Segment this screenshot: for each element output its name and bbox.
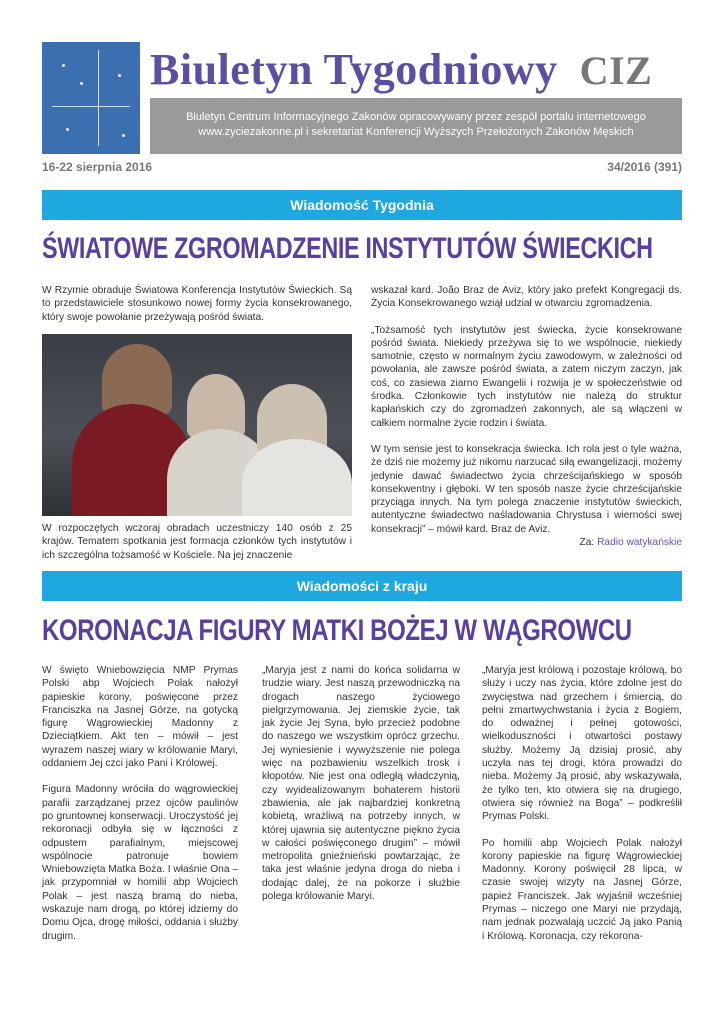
source-prefix: Za: (579, 537, 595, 549)
paragraph: „Maryja jest królową i pozostaje królową, bo służy i uczy nas życia, które zdolne jest do zwycięstwa nad grzechem i śmiercią, do pełni zmartwychwstania i życia z Bogiem, do odważnej i pełnej gotowości, wielkoduszności i otwartości postawy służby. Możemy Ją dzisiaj prosić, aby uczyła nas tej drogi, która prowadzi do nieba. Możemy Ją prosić, aby wskazywała, że tylko ten, kto otwiera się na drugiego, otwiera się również na Boga” – podkreślił Prymas Polski. (482, 665, 682, 823)
title-suffix: CIZ (579, 48, 653, 93)
logo-star (118, 74, 121, 77)
paragraph: W tym sensie jest to konsekracja świecka. Ich rola jest o tyle ważna, że dziś nie możemy już nikomu narzucać siłą ewangelizacji, możemy jedynie dawać świadectwo życia chrześcijańskiego w sposób konsekwentny i głęboki. W ten sposób nasze życie chrześcijańskie przyciąga innych. Na tym polega znaczenie instytutów świeckich, autentyczne świadectwo naśladowania Chrystusa i wierności swej konsekracji” – mówił kard. Braz de Aviz. (371, 443, 682, 535)
source-link[interactable]: Radio watykańskie (597, 537, 682, 549)
logo-cross-vertical (98, 50, 99, 146)
section1-col2 (371, 284, 682, 549)
issue-number: 34/2016 (391) (607, 160, 682, 174)
band-line1: Biuletyn Centrum Informacyjnego Zakonów opracowywany przez zespół portalu internetowego (186, 111, 646, 123)
paragraph: Figura Madonny wróciła do wągrowieckiej parafii zarządzanej przez ojców paulinów po gruntownej konserwacji. Uroczystość jej rekoronacji odbyła się w łączności z odpustem parafialnym, miejscowej wspólnocie patronuje bowiem Wniebowzięta Matka Boża. I właśnie Ona – jak przypomniał w homilii abp Wojciech Polak – jest naszą bramą do nieba, wskazuje nam drogą, po której idziemy do Domu Ojca, drogę miłości, oddania i służby drugim. (42, 784, 238, 942)
title-main: Biuletyn Tygodniowy (150, 45, 558, 94)
logo-star (66, 128, 69, 131)
section-bar-country-news: Wiadomości z kraju (42, 571, 682, 601)
section1-col1-bottom (42, 522, 352, 562)
paragraph: „Tożsamość tych instytutów jest świecka, życie konsekrowane pośród świata. Niekiedy przeżywa się to we wspólnocie, niekiedy samotnie, często w normalnym życiu zawodowym, w zależności od powołania, ale zawsze pośród świata, a zatem niczym zaczyn, jak coś, co zasiewa ziarno Ewangelii i rozwija je w społeczeństwie od środka. Członkowie tych instytutów nie należą do struktur kapłańskich czy do zgromadzeń zakonnych, ale są włączeni w całkiem normalne życie rodzin i świata. (371, 324, 682, 429)
logo (42, 42, 140, 154)
section1-col1-top (42, 284, 352, 324)
newsletter-title (150, 44, 652, 95)
band-line2: www.zyciezakonne.pl i sekretariat Konferencji Wyższych Przełożonych Zakonów Męskich (198, 126, 634, 138)
header-band (150, 98, 682, 154)
headline-section2: KORONACJA FIGURY MATKI BOŻEJ W WĄGROWCU (42, 614, 632, 647)
photo-person-body (242, 439, 352, 516)
date-range: 16-22 sierpnia 2016 (42, 160, 153, 174)
section-bar-news-of-week: Wiadomość Tygodnia (42, 190, 682, 220)
section2-col1 (42, 664, 238, 943)
paragraph: W święto Wniebowzięcia NMP Prymas Polski abp Wojciech Polak nałożył papieskie korony, poświęcone przez Franciszka na Jasnej Górze, na gotycką figurę Wągrowieckiej Madonny z Dzieciątkiem. Akt ten – mówił – jest wyrazem naszej wiary w królowanie Maryi, oddaniem Jej czci jako Pani i Królowej. (42, 665, 238, 770)
logo-star (122, 134, 125, 137)
logo-star (62, 64, 65, 67)
section2-col2 (262, 664, 460, 903)
headline-section1: ŚWIATOWE ZGROMADZENIE INSTYTUTÓW ŚWIECKICH (42, 232, 653, 265)
paragraph: W Rzymie obraduje Światowa Konferencja Instytutów Świeckich. Są to przedstawiciele stosunkowo nowej formy życia konsekrowanego, który swoje powołanie przeżywają pośród świata. (42, 285, 352, 323)
logo-star (80, 82, 83, 85)
article-photo (42, 334, 352, 516)
paragraph: „Maryja jest z nami do końca solidarna w trudzie wiary. Jest naszą przewodniczką na drogach naszego życiowego pielgrzymowania. Jej ziemskie życie, tak jak życie Jej Syna, było przecież podobne do naszego we wszystkim oprócz grzechu. Jej wyniesienie i wywyższenie nie polega więc na pozbawieniu wszelkich trosk i kłopotów. Nie jest ona odległą władczynią, czy wyidealizowanym bohaterem historii zbawienia, ale jak najbardziej konkretną kobietą, wrażliwą na potrzeby innych, w której ujawnia się autentyczne piękno życia w całości poświęconego drugim” – mówił metropolita gnieźnieński powtarzając, że taka jest właśnie jedyna droga do nieba i dodając dalej, że na pokorze i służbie polega królowanie Maryi. (262, 665, 460, 903)
source-line (371, 536, 682, 549)
section2-col3 (482, 664, 682, 943)
paragraph: W rozpoczętych wczoraj obradach uczestniczy 140 osób z 25 krajów. Tematem spotkania jest formacja członków tych instytutów i ich szczególna tożsamość w Kościele. Na jej znaczenie (42, 523, 352, 561)
paragraph: wskazał kard. João Braz de Aviz, który jako prefekt Kongregacji ds. Życia Konsekrowanego wziął udział w otwarciu zgromadzenia. (371, 285, 682, 310)
logo-cross-horizontal (52, 106, 130, 107)
paragraph: Po homilii abp Wojciech Polak nałożył korony papieskie na figurę Wągrowieckiej Madonny. Korony poświęcił 28 lipca, w czasie swojej wizyty na Jasnej Górze, papież Franciszek. Jak wyjaśnił wcześniej Prymas – niczego one Maryi nie przydają, nam jednak pozwalają uczcić Ją jako Panią i Królową. Koronacja, czy rekorona- (482, 837, 682, 942)
